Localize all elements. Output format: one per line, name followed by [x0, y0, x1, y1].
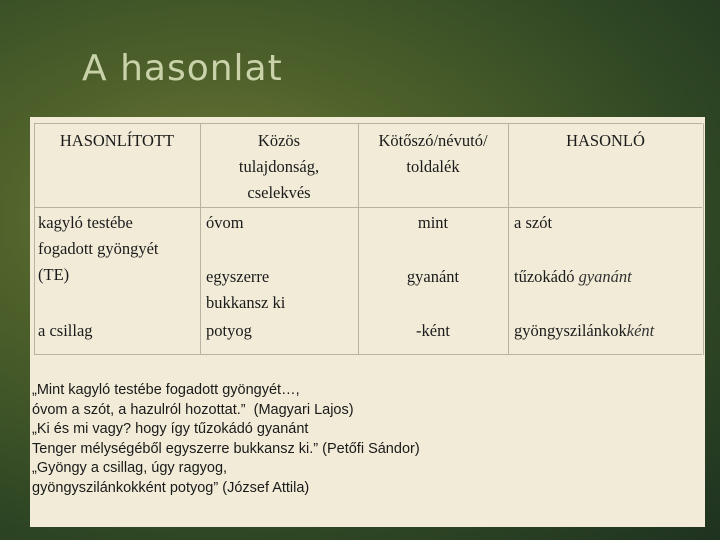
- header-hasonlo: HASONLÓ: [566, 131, 645, 150]
- cell-line: egyszerre: [206, 267, 270, 286]
- row3-hasonlitott: a csillag: [38, 321, 93, 340]
- cell-line: fogadott gyöngyét: [38, 239, 159, 258]
- slide-title: A hasonlat: [82, 48, 283, 89]
- row3-hasonlo: [514, 318, 654, 344]
- header-kotoszo: [358, 128, 508, 180]
- quote-line: „Ki és mi vagy? hogy így tűzokádó gyanánt: [32, 421, 309, 438]
- table-divider: [34, 207, 702, 208]
- quote-attribution: (Magyari Lajos): [253, 401, 354, 418]
- row2-hasonlo: [514, 264, 632, 290]
- row3-tulajdonsag: potyog: [206, 321, 252, 340]
- quote-line: [32, 479, 552, 499]
- table-divider: [34, 123, 35, 355]
- quote-line: [32, 440, 552, 460]
- header-hasonlitott: HASONLÍTOTT: [59, 131, 175, 150]
- header-line: cselekvés: [247, 183, 311, 202]
- quote-line: „Gyöngy a csillag, úgy ragyog,: [32, 460, 228, 477]
- quote-line: [32, 401, 552, 421]
- cell-text: gyöngyszilánkok: [514, 321, 627, 340]
- table-divider: [34, 123, 702, 124]
- cell-line: (TE): [38, 265, 70, 284]
- quote-attribution: (József Attila): [222, 479, 310, 496]
- row2-tulajdonsag: [206, 264, 285, 316]
- row1-hasonlitott: [38, 210, 200, 288]
- cell-text: tűzokádó: [514, 267, 579, 286]
- row1-hasonlo: a szót: [514, 213, 553, 232]
- table-divider: [508, 123, 509, 355]
- cell-line: kagyló testébe: [38, 213, 133, 232]
- quote-text: Tenger mélységéből egyszerre bukkansz ki.”: [32, 440, 319, 457]
- header-line: Közös: [257, 131, 301, 150]
- header-line: tulajdonság,: [238, 157, 320, 176]
- row2-kotoszo: gyanánt: [406, 267, 460, 286]
- table-divider: [703, 123, 704, 355]
- quote-text: gyöngyszilánkokként potyog”: [32, 479, 219, 496]
- table-divider: [34, 354, 702, 355]
- quotation-block: [32, 381, 552, 499]
- cell-text-italic: ként: [626, 321, 655, 340]
- cell-line: bukkansz ki: [206, 293, 286, 312]
- quote-attribution: (Petőfi Sándor): [322, 440, 420, 457]
- header-line: Kötőszó/névutó/: [378, 131, 488, 150]
- quote-text: óvom a szót, a hazulról hozottat.”: [32, 401, 246, 418]
- row1-tulajdonsag: óvom: [206, 213, 244, 232]
- row1-kotoszo: mint: [417, 213, 449, 232]
- row3-kotoszo: -ként: [416, 321, 450, 340]
- cell-text-italic: gyanánt: [578, 267, 632, 286]
- header-line: toldalék: [406, 157, 460, 176]
- quote-line: „Mint kagyló testébe fogadott gyöngyét…,: [32, 382, 300, 398]
- header-kozos-tulajdonsag: [200, 128, 358, 206]
